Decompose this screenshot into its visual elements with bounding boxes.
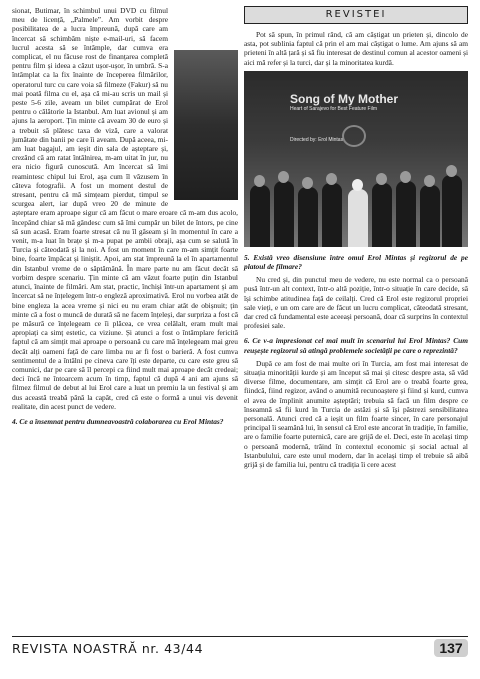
interview-question: 4. Ce a însemnat pentru dumneavoastră colaborarea cu Erol Mintas? <box>12 416 224 426</box>
right-column <box>244 6 468 472</box>
banner-film-title: Song of My Mother <box>290 91 398 106</box>
person-figure <box>372 183 392 247</box>
page-number: 137 <box>434 639 468 657</box>
award-ceremony-photo <box>244 71 468 247</box>
interview-question: 6. Ce v-a impresionat cel mai mult în scenariul lui Erol Mintas? Cum reușește regizorul să atingă problemele societății pe care o reprezintă? <box>244 336 468 355</box>
film-poster-image <box>174 50 238 200</box>
article-paragraph: Nu cred și, din punctul meu de vedere, nu este normal ca o persoană pusă într-un alt context, într-o altă poziție, într-o situație în care decide, să își schimbe atitudinea față de ceilalți. Cred că Erol este regizorul propriei sale vieți, e un om care are de făcut un lucru complicat, câteodată stresant, dar cred că fundamental este aceeași persoană, doar că surprins în contextul profesiei sale. <box>244 275 468 331</box>
page-footer <box>12 636 468 659</box>
magazine-issue-title: REVISTA NOASTRĂ nr. 43/44 <box>12 641 204 656</box>
person-figure <box>274 181 294 247</box>
banner-credit: Directed by: Erol Mintas <box>290 136 344 143</box>
left-column <box>12 6 238 430</box>
person-figure <box>420 185 440 247</box>
person-figure <box>396 181 416 247</box>
article-paragraph: După ce am fost de mai multe ori în Turcia, am fost mai interesat de situația minorității kurde și am început să mai și citesc despre asta, să văd diverse filme, documentare, am simțit că Erol are o treabă foarte grea, fiindcă, fiind regizor, având o anumită recunoaștere și fiind și kurd, cumva el avea de împlinit anumite așteptări; trebuia să facă un film despre ce înseamnă să fii kurd în Turcia de astăzi și să își păstrezi sensibilitatea personală. Atunci cred că a ieșit un film foarte sincer, în care personajul principal îi seamănă lui, în sensul că Erol este ancorat în tradiție, în familie, are o familie foarte puternică, care are grijă de el. Deci, este în același timp o persoană modernă, trăind în contextul economic și social actual al Istanbulului, care este unul modern, dar în același timp el trebuie să aibă grijă și de familia lui, pentru că tradiția îi cere acest <box>244 358 468 470</box>
person-figure <box>348 189 368 247</box>
person-figure <box>298 187 318 247</box>
person-figure <box>322 183 342 247</box>
article-paragraph: Pot să spun, în primul rând, că am câștigat un prieten și, dincolo de asta, pot sublinia faptul că prin el am mai câștigat o lume. Am ajuns să am prieteni în altă țară și să fiu interesat de destinul comun al acestor oameni și aici mă refer și la turci, dar și la minoritatea kurdă. <box>244 30 468 67</box>
article-paragraph: sionat, Butimar, în schimbul unui DVD cu filmul meu de licență, „Palmele”. Am vorbit despre posibilitatea de a lucra împreună, după care am încercat să schimbăm niște e-mail-uri, să facem lucrul acesta să se întâmple, dar cumva era complicat, el nu făcuse rost de finanțarea completă pentru film și ideea a căzut ușor-ușor, în umbră. S-a întâmplat ca la fix înainte de începerea filmărilor, operatorul turc cu care voia să filmeze (Fakur) să nu mai poată filma cu el, așa că mi-au scris un mail și peste 5-6 zile, aveam un bilet cumpărat de Erol pentru o călătorie la Istanbul. Am luat avionul și am ajuns la aeroport. Țin minte că aveam 30 de euro și a trebuit să plătesc taxa de viză, care a valorat jumătate din banii pe care îi aveam. După aceea, mi-am luat bagajul, am ieșit din sala de așteptare și, crezând că am ratat întâlnirea, m-am uitat în jur, nu era nicio figură cunoscută. Am încercat să îmi reamintesc chipul lui Erol, așa cum îl văzusem în câteva fotografii. A fost un moment destul de stresant, pentru că mă simțeam pierdut, timpul se scurgea alert, iar după vreo 20 de minute de așteptare eram aproape sigur că am făcut o mare eroare că m-am dus acolo, începând chiar să mă gândesc cum să îmi cumpăr un bilet de întors, pe cine să sun acasă. Eram foarte stresat că nu îl găseam și în momentul în care a venit, m-a luat în brațe și m-a pupat pe ambii obraji, așa cum se salută în Turcia și câteodată și la noi. A fost un moment în care m-am simțit foarte bine, foarte împăcat și liniștit. Apoi, am stat împreună la el în apartamentul din Istanbul vreme de o săptămână. În mare parte nu am făcut decât să vorbim despre scenariu. Țin minte că am văzut foarte puțin din Istanbul atunci, înainte de filmări. Am stat, practic, închiși într-un apartament și am încercat să ne înțelegem într-o engleză aproximativă. Erol nu vorbea atât de bine engleza la acea vreme și nici eu nu eram chiar atât de obișnuit; țin minte că a fost o muncă de durată să ne facem înțeleși, dar surpriza a fost că pe măsură ce înțelegeam ce îi plăcea, ce vrea celălalt, eram mult mai apropiați ca simț estetic, ca viziune. Și atunci a fost o întâmplare fericită faptul că am simțit mai aproape o persoană cu care mă înțelegeam mai greu decât alți oameni față de care limba nu ar fi fost o barieră. A fost cumva sentimentul de a întâlni pe cineva care îți este departe, cu care este greu să comunici, dar pe care să îl percepi ca fiind mult mai aproape decât credeai; deci încă ne întoarcem acum în timp, faptul că după 4 ani am ajuns să filmez filmul de debut al lui Erol care a luat un premiu la un festival și am dus această treabă până la capăt, cred că este o formă a unui vis devenit realitate, din acest punct de vedere. <box>12 6 238 411</box>
interview-question: 5. Există vreo disensiune între omul Erol Mintas și regizorul de pe platoul de filmare? <box>244 252 468 272</box>
banner-award: Heart of Sarajevo for Best Feature Film <box>290 105 377 112</box>
section-header: REVISTEI <box>244 6 468 24</box>
person-figure <box>250 185 270 247</box>
laurel-icon <box>342 125 366 147</box>
person-figure <box>442 175 462 247</box>
